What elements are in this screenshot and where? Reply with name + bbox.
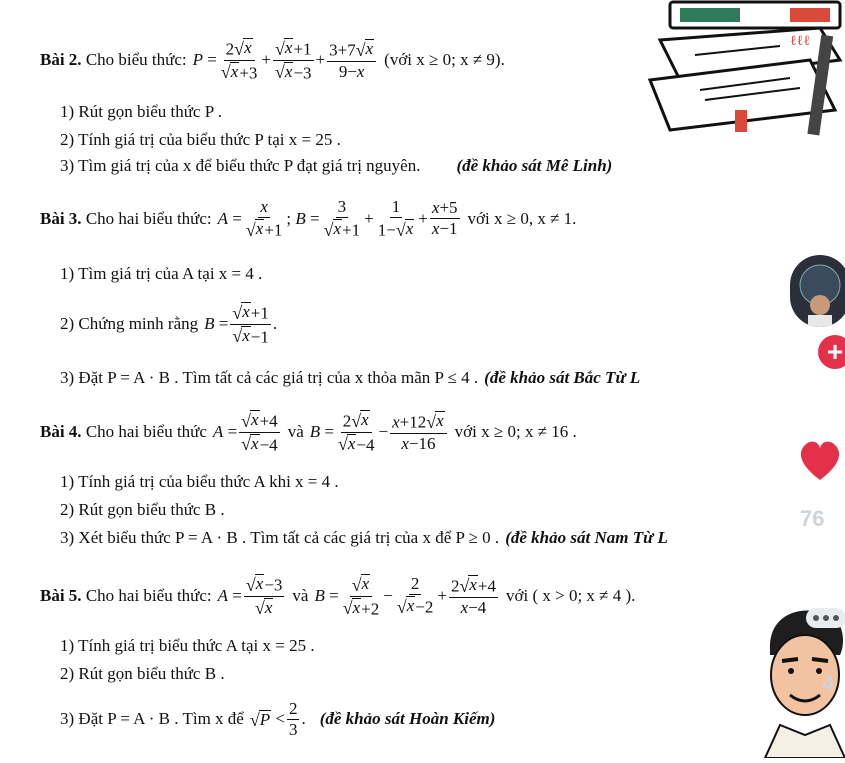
bai3-q3: 3) Đặt P = A · B . Tìm tất cả các giá trị của x thỏa mãn P ≤ 4 . (60, 368, 479, 387)
heart-icon[interactable] (795, 435, 845, 485)
bai5-q1: 1) Tính giá trị biểu thức A tại x = 25 . (60, 636, 315, 655)
fraction: √ x +1 √ x −1 (232, 302, 269, 347)
fraction: 2 √ x −2 (396, 574, 434, 617)
like-count: 76 (800, 506, 825, 531)
bai2-header: Bài 2. Cho biểu thức: P = 2 √ x √ x +3 + √ x +1 √ x −3 + 3+7 √ x 9−x (với x ≥ 0; x ≠ 9). (40, 38, 505, 83)
bai5-source: (đề khảo sát Hoàn Kiếm) (319, 709, 496, 729)
more-options-icon[interactable] (806, 608, 845, 628)
bai3-label: Bài 3. (40, 208, 82, 228)
bai2-label: Bài 2. (40, 50, 82, 70)
bai4-label: Bài 4. (40, 422, 82, 442)
fraction: 3+7 √ x 9−x (327, 39, 376, 80)
bai4-q2: 2) Rút gọn biểu thức B . (60, 500, 225, 519)
fraction: x+12 √ x x−16 (390, 411, 447, 452)
bai3-intro: Cho hai biểu thức: (85, 208, 212, 228)
bai5-header: Bài 5. Cho hai biểu thức: A = √ x −3 √ x và B = √ x √ x +2 − 2 √ x −2 + 2 √ x +4 x−4 với ( x > 0; x ≠ 4 ). (40, 574, 636, 619)
bai3-source: (đề khảo sát Bắc Từ L (484, 368, 641, 387)
fraction: 3 √ x +1 (323, 197, 361, 240)
fraction: √ x +4 √ x −4 (241, 410, 278, 455)
avatar[interactable] (790, 255, 845, 327)
fraction: √ x −3 √ x (245, 574, 283, 619)
bai2-q3: 3) Tìm giá trị của x để biểu thức P đạt giá trị nguyên. (60, 156, 421, 175)
book-scribble: ℓℓℓ (790, 34, 811, 49)
bai5-q3-line: 3) Đặt P = A · B . Tìm x để √ P < $\frac{2}{3}$ . (đề khảo sát Hoàn Kiếm) (60, 699, 496, 739)
bai4-source: (đề khảo sát Nam Từ L (505, 528, 668, 547)
bai5-q2: 2) Rút gọn biểu thức B . (60, 664, 225, 683)
bai3-q1: 1) Tìm giá trị của A tại x = 4 . (60, 264, 263, 283)
bai3-q2-line: 2) Chứng minh rằng B = √ x +1 √ x −1 . (60, 302, 278, 347)
fraction: $\frac{x+5}{x-1}$ (431, 198, 458, 239)
fraction: √ x +1 √ x −3 (275, 38, 312, 83)
bai3-condition: với x ≥ 0, x ≠ 1. (467, 208, 577, 228)
bai5-intro: Cho hai biểu thức: (85, 586, 212, 606)
bai3-header: Bài 3. Cho hai biểu thức: A = x √ x +1 ; B = 3 √ x +1 + 1 1− √ x + $\frac{x+5}{x-1}$ với x ≥ 0, x ≠ 1. (40, 197, 577, 240)
bai4-condition: với x ≥ 0; x ≠ 16 . (454, 422, 577, 442)
bai4-header: Bài 4. Cho hai biểu thức A = √ x +4 √ x −4 và B = 2 √ x √ x −4 − x+12 √ x x−16 với x ≥ 0; x ≠ 16 . (40, 410, 577, 455)
book-illustration (640, 0, 845, 140)
bai5-q3: 3) Đặt P = A · B . Tìm x để (60, 709, 244, 729)
bai5-and: và (292, 586, 309, 606)
bai2-q1: 1) Rút gọn biểu thức P . (60, 102, 223, 121)
bai4-q3-line (60, 528, 668, 548)
fraction: 1 1− √ x (377, 197, 414, 240)
bai3-q2: 2) Chứng minh rằng (60, 314, 199, 334)
bai4-intro: Cho hai biểu thức (85, 422, 207, 442)
fraction: 2 √ x +4 x−4 (450, 575, 496, 617)
bai2-condition: (với x ≥ 0; x ≠ 9). (384, 50, 505, 70)
share-count: 4 (822, 671, 835, 696)
bai2-q3-line (60, 156, 612, 176)
fraction: √ x √ x +2 (342, 574, 380, 619)
bai4-and: và (287, 422, 304, 442)
bai4-q3: 3) Xét biểu thức P = A · B . Tìm tất cả các giá trị của x để P ≥ 0 . (60, 528, 500, 547)
bai2-source: (đề khảo sát Mê Linh) (456, 156, 613, 175)
bai5-condition: với ( x > 0; x ≠ 4 ). (505, 586, 636, 606)
follow-plus-button[interactable]: + (818, 335, 845, 369)
fraction: x √ x +1 (245, 197, 283, 240)
fraction: 2 √ x √ x −4 (337, 410, 375, 455)
bai2-q2: 2) Tính giá trị của biểu thức P tại x = 25 . (60, 130, 341, 149)
fraction: 2 √ x √ x +3 (220, 38, 258, 83)
bai5-label: Bài 5. (40, 586, 82, 606)
fraction: $\frac{2}{3}$ (288, 699, 298, 739)
bai3-q3-line (60, 368, 640, 388)
bai4-q1: 1) Tính giá trị của biểu thức A khi x = 4 . (60, 472, 339, 491)
bai2-intro: Cho biểu thức: (85, 50, 187, 70)
